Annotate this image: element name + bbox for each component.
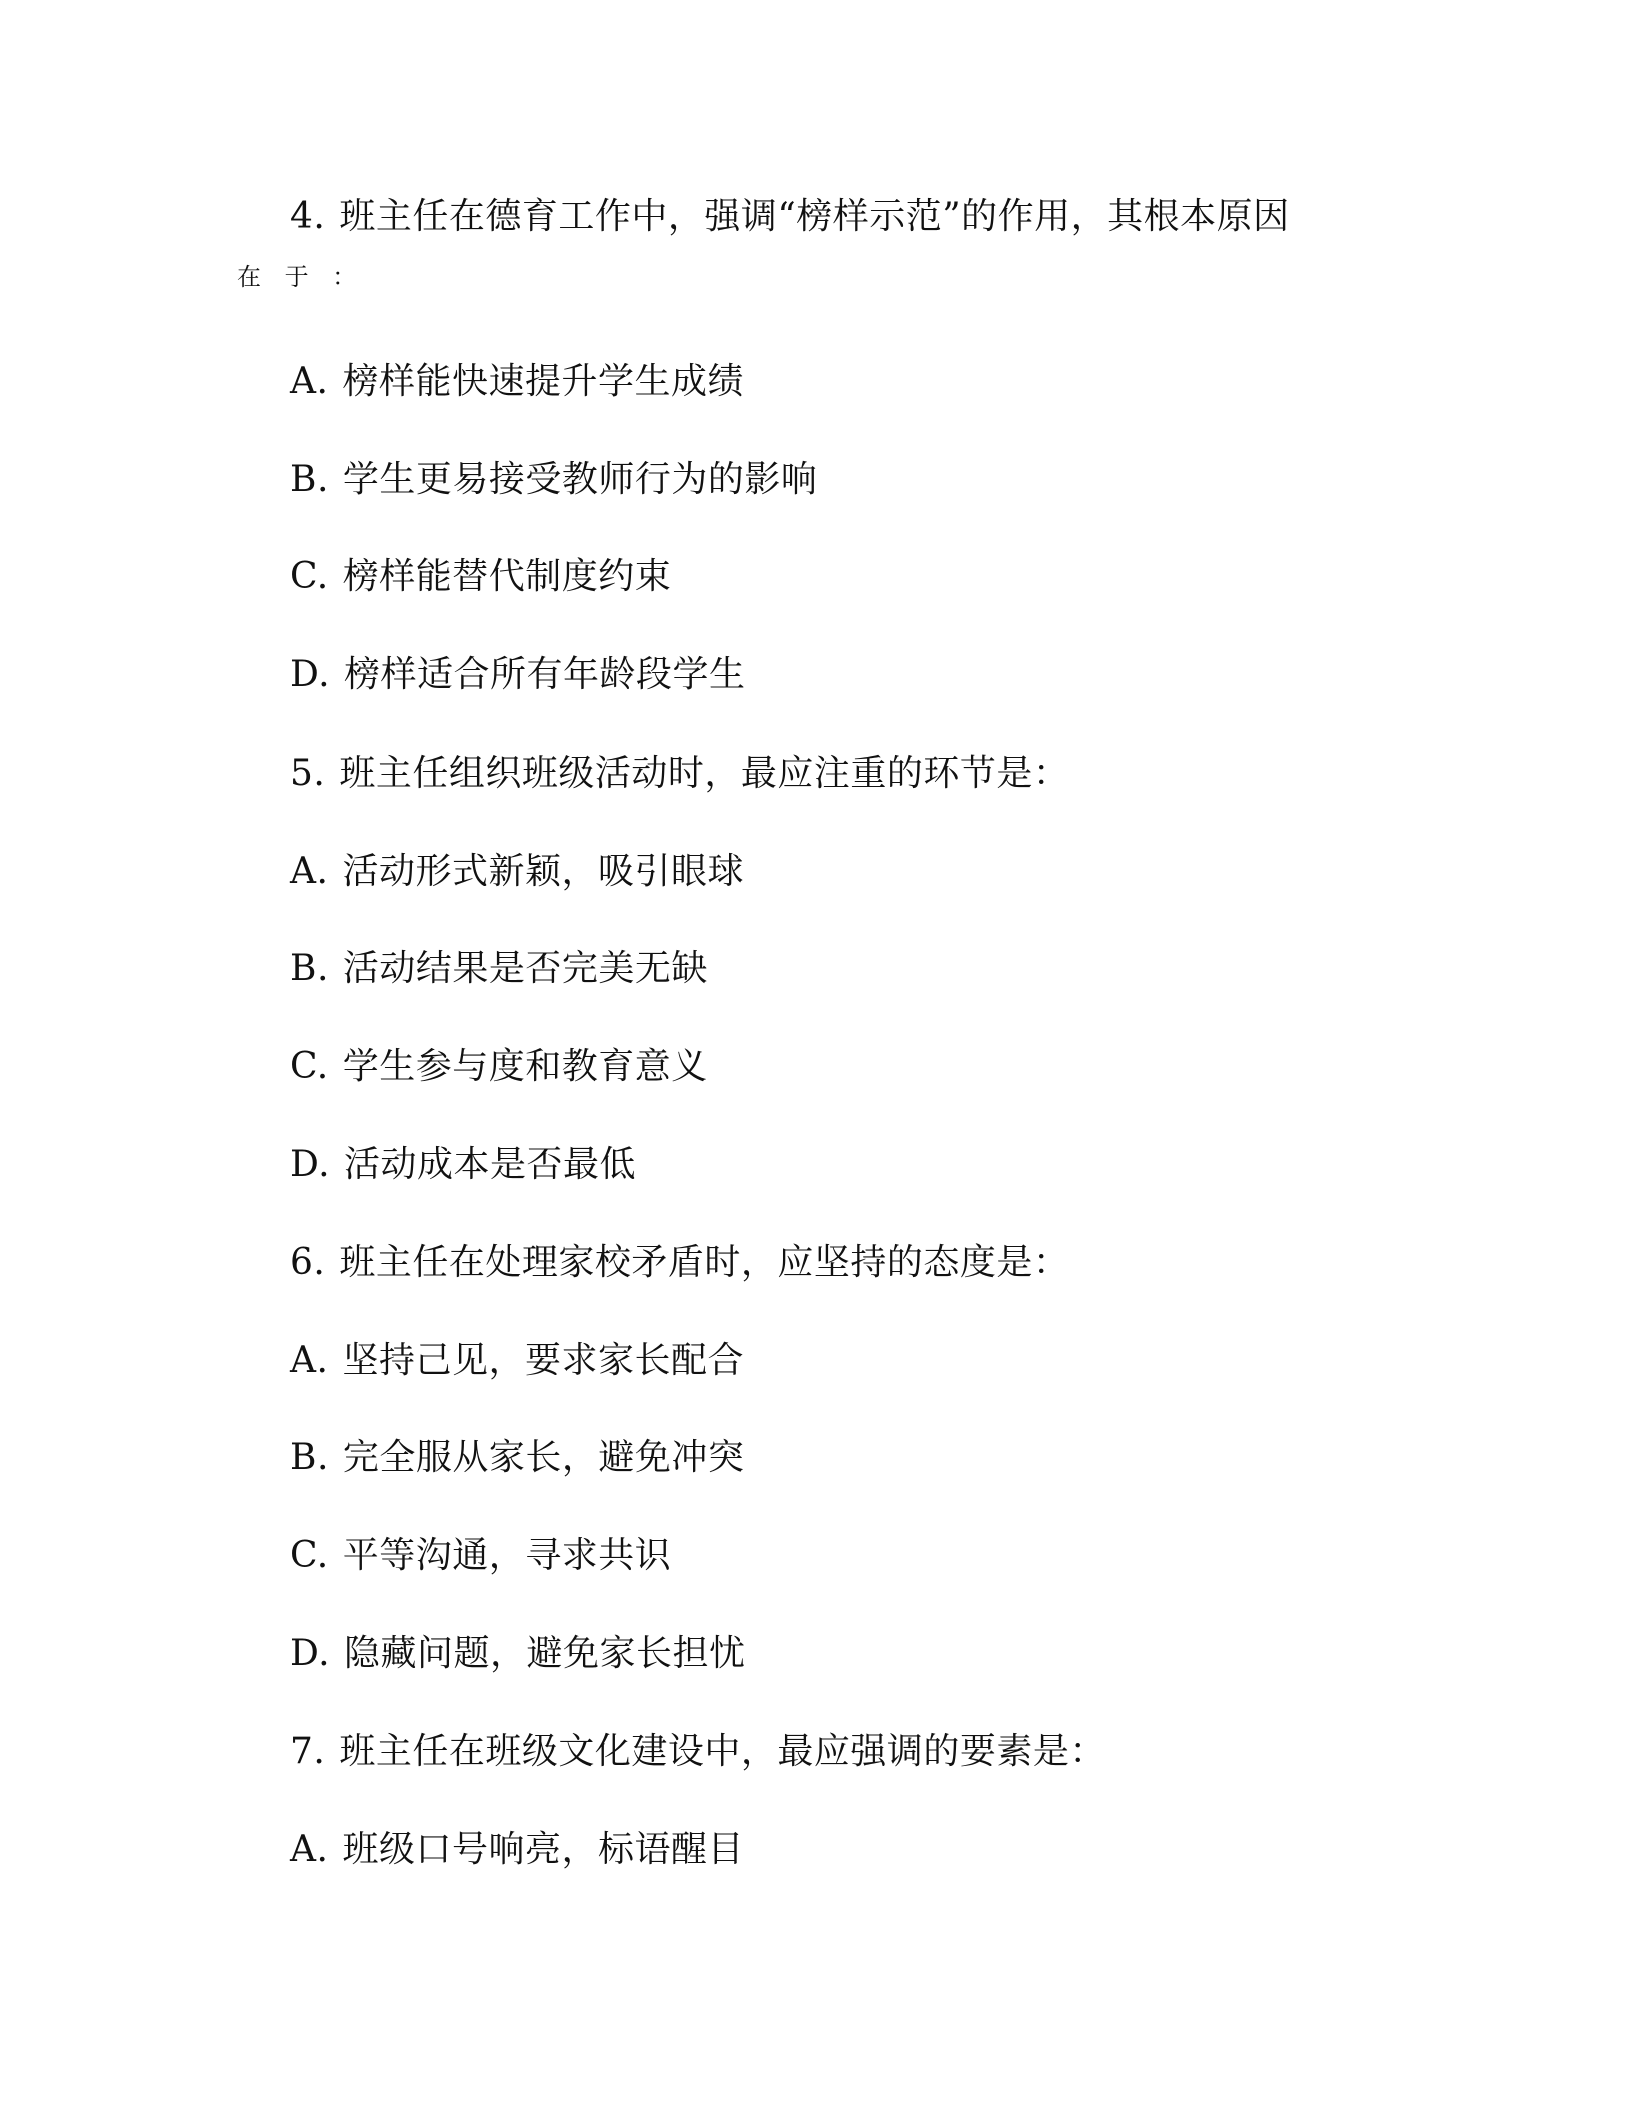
question-text: 班主任在处理家校矛盾时，应坚持的态度是： (339, 1242, 1070, 1283)
option-letter: D. (290, 1633, 331, 1674)
option-letter: D. (290, 1144, 331, 1185)
option-5d (290, 1143, 636, 1187)
option-text: 完全服从家长，避免冲突 (342, 1437, 745, 1478)
option-letter: A. (290, 361, 329, 402)
question-4-stem-continuation: 在 于 ： (237, 263, 365, 291)
option-text: 活动结果是否完美无缺 (342, 948, 708, 989)
option-text: 学生参与度和教育意义 (342, 1046, 708, 1087)
option-6c (290, 1534, 671, 1578)
option-5a (290, 850, 744, 894)
option-6b (290, 1436, 744, 1480)
option-text: 隐藏问题，避免家长担忧 (344, 1633, 746, 1674)
option-letter: B. (290, 948, 329, 989)
option-4a (290, 360, 744, 404)
question-number: 5. (290, 753, 326, 794)
option-4b (290, 458, 817, 502)
option-5c (290, 1045, 708, 1089)
option-letter: B. (290, 459, 329, 500)
option-letter: C. (290, 1046, 329, 1087)
question-4-stem (290, 195, 1290, 239)
option-4d (290, 653, 746, 697)
option-4c (290, 555, 671, 599)
question-text: 班主任在德育工作中，强调“榜样示范”的作用，其根本原因 (339, 196, 1290, 237)
question-7-stem (290, 1730, 1106, 1774)
question-6-stem (290, 1241, 1069, 1285)
option-letter: A. (290, 851, 329, 892)
question-text: 班主任组织班级活动时，最应注重的环节是： (339, 753, 1070, 794)
question-number: 7. (290, 1731, 326, 1772)
option-text: 榜样适合所有年龄段学生 (344, 654, 746, 695)
option-text: 活动形式新颖，吸引眼球 (342, 851, 744, 892)
option-6d (290, 1632, 746, 1676)
option-text: 活动成本是否最低 (344, 1144, 637, 1185)
option-6a (290, 1339, 744, 1383)
option-text: 榜样能替代制度约束 (342, 556, 672, 597)
option-letter: C. (290, 1535, 329, 1576)
question-5-stem (290, 752, 1069, 796)
question-text: 班主任在班级文化建设中，最应强调的要素是： (339, 1731, 1106, 1772)
option-letter: A. (290, 1829, 329, 1870)
option-letter: A. (290, 1340, 329, 1381)
option-5b (290, 947, 708, 991)
option-letter: D. (290, 654, 331, 695)
option-7a (290, 1828, 744, 1872)
option-letter: B. (290, 1437, 329, 1478)
question-number: 4. (290, 196, 326, 237)
option-text: 学生更易接受教师行为的影响 (342, 459, 818, 500)
option-text: 坚持己见，要求家长配合 (342, 1340, 744, 1381)
option-letter: C. (290, 556, 329, 597)
option-text: 平等沟通，寻求共识 (342, 1535, 672, 1576)
option-text: 榜样能快速提升学生成绩 (342, 361, 744, 402)
option-text: 班级口号响亮，标语醒目 (342, 1829, 744, 1870)
question-number: 6. (290, 1242, 326, 1283)
